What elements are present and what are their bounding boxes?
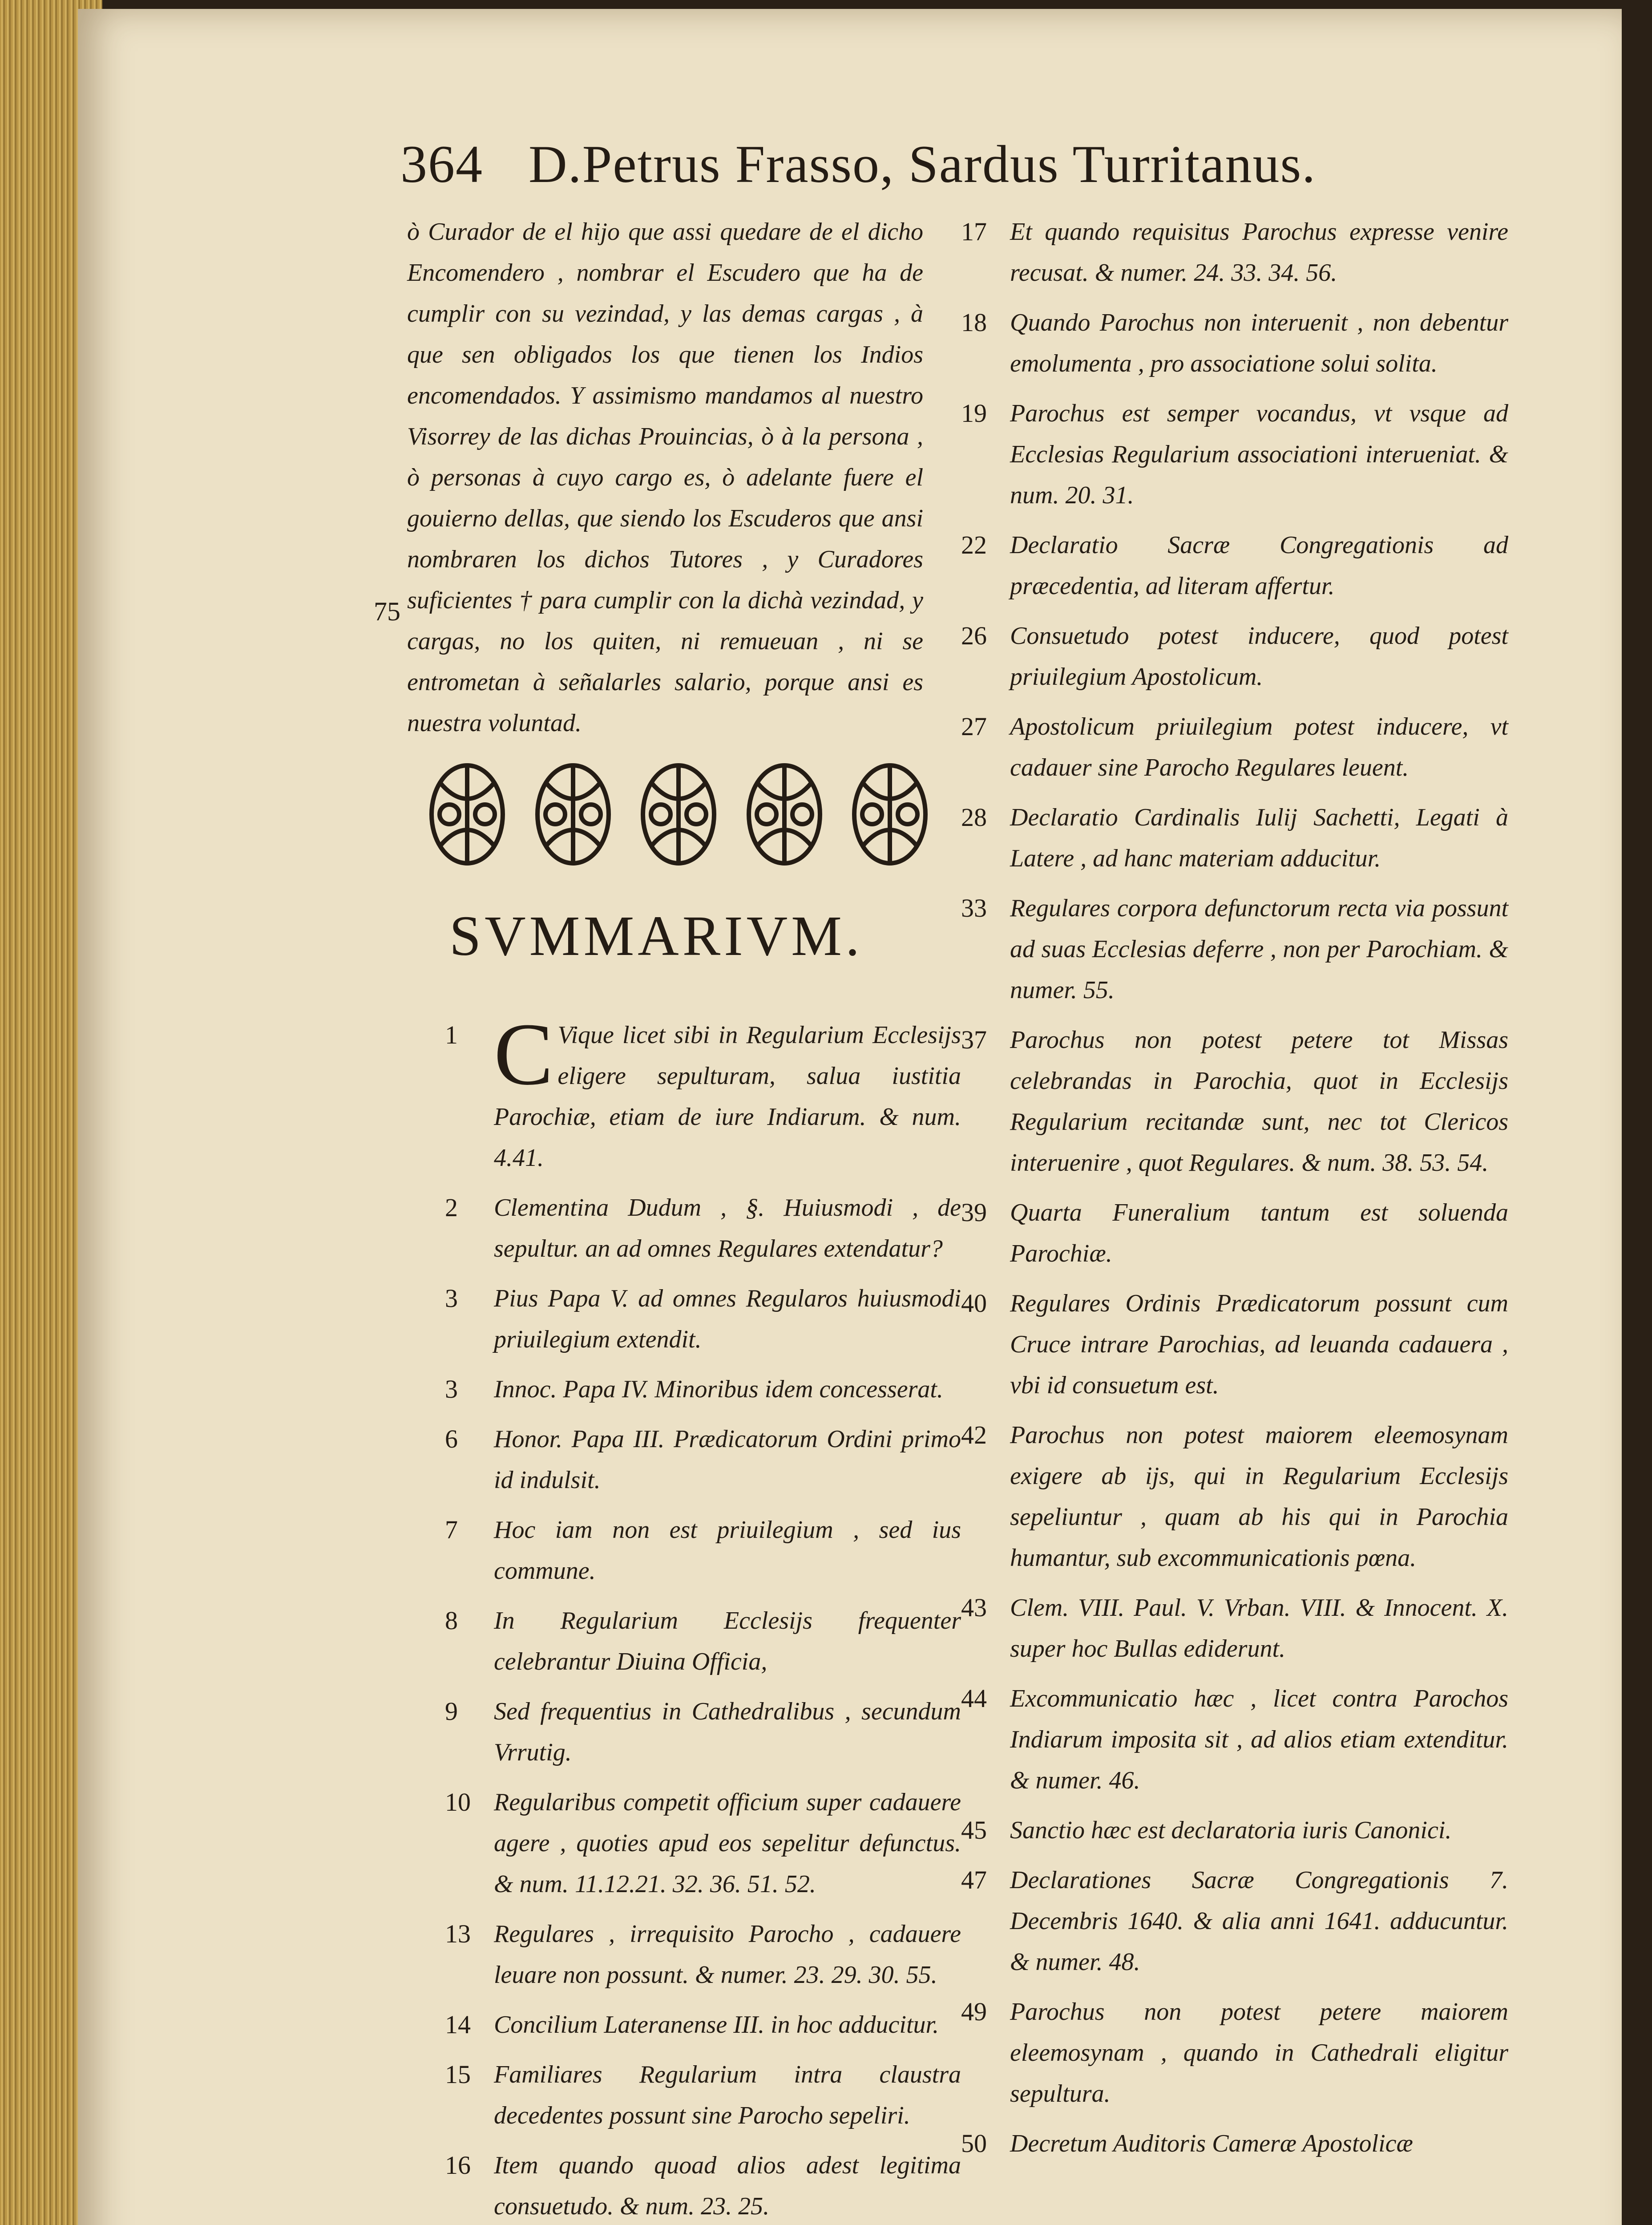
summary-entry xyxy=(961,1019,1508,1183)
summary-entry xyxy=(445,1005,961,1178)
ornament-icon xyxy=(634,756,723,872)
drop-capital: C xyxy=(494,1005,553,1104)
entry-body: Apostolicum priuilegium potest inducere, vt cadauer sine Parocho Regulares leuent. xyxy=(1010,713,1508,781)
entry-number: 19 xyxy=(961,399,987,428)
summary-entry xyxy=(961,211,1508,293)
summary-entry xyxy=(961,1283,1508,1406)
entry-number: 28 xyxy=(961,803,987,832)
entry-body: Concilium Lateranense III. in hoc adducitur. xyxy=(494,2011,939,2039)
entry-number: 6 xyxy=(445,1424,458,1453)
entry-text xyxy=(494,2145,961,2225)
summary-entry xyxy=(961,797,1508,879)
entry-number: 50 xyxy=(961,2129,987,2158)
running-title: D.Petrus Frasso, Sardus Turritanus. xyxy=(529,134,1317,194)
entry-text xyxy=(494,1187,961,1269)
entry-text xyxy=(494,1509,961,1591)
entry-text xyxy=(1010,1991,1508,2114)
summary-entry xyxy=(961,706,1508,788)
entry-body: Sanctio hæc est declaratoria iuris Canonici. xyxy=(1010,1816,1452,1844)
entry-number: 49 xyxy=(961,1997,987,2026)
entry-text xyxy=(1010,211,1508,293)
summary-entry xyxy=(961,1991,1508,2114)
summary-entry xyxy=(445,1419,961,1501)
entry-number: 16 xyxy=(445,2151,471,2180)
page-number: 364 xyxy=(400,134,483,194)
summary-entry xyxy=(445,1914,961,1995)
summary-entry xyxy=(445,1187,961,1269)
entry-number: 13 xyxy=(445,1919,471,1948)
entry-number: 18 xyxy=(961,308,987,337)
entry-number: 27 xyxy=(961,712,987,741)
summarium-heading: SVMMARIVM. xyxy=(449,904,863,967)
entry-body: Parochus non potest petere maiorem eleemosynam , quando in Cathedrali eligitur sepultura. xyxy=(1010,1998,1508,2108)
entry-number: 45 xyxy=(961,1816,987,1845)
entry-body: Vique licet sibi in Regularium Ecclesijs eligere sepulturam, salua iustitia Parochiæ, etiam de iure Indiarum. & num. 4.41. xyxy=(494,1021,961,1172)
summary-list-left xyxy=(445,1005,961,2225)
summary-entry xyxy=(445,2004,961,2045)
summary-entry xyxy=(445,1278,961,1360)
entry-body: Clem. VIII. Paul. V. Vrban. VIII. & Innocent. X. super hoc Bullas ediderunt. xyxy=(1010,1594,1508,1663)
summary-entry xyxy=(961,888,1508,1011)
entry-body: Quando Parochus non interuenit , non debentur emolumenta , pro associatione solui solita. xyxy=(1010,309,1508,377)
entry-body: Innoc. Papa IV. Minoribus idem concesserat. xyxy=(494,1375,943,1403)
entry-number: 17 xyxy=(961,217,987,246)
entry-number: 47 xyxy=(961,1865,987,1894)
entry-body: Parochus non potest petere tot Missas celebrandas in Parochia, quot in Ecclesijs Regularium recitandæ sunt, nec tot Clericos interuenire , quot Regulares. & num. 38. 53. 54. xyxy=(1010,1026,1508,1177)
entry-number: 3 xyxy=(445,1375,458,1404)
ornament-icon xyxy=(845,756,934,872)
ornament-band xyxy=(423,756,934,872)
entry-text xyxy=(1010,1587,1508,1669)
entry-number: 26 xyxy=(961,621,987,650)
entry-text xyxy=(1010,302,1508,384)
summary-entry xyxy=(961,1415,1508,1578)
entry-body: Regularibus competit officium super cadauere agere , quoties apud eos sepelitur defunctus. & num. 11.12.21. 32. 36. 51. 52. xyxy=(494,1788,961,1898)
summary-list-right xyxy=(961,211,1508,2173)
ornament-icon xyxy=(423,756,512,872)
entry-number: 7 xyxy=(445,1515,458,1544)
entry-number: 37 xyxy=(961,1025,987,1054)
entry-text xyxy=(1010,1415,1508,1578)
summary-entry xyxy=(961,1860,1508,1982)
entry-number: 22 xyxy=(961,530,987,559)
entry-number: 8 xyxy=(445,1606,458,1635)
summary-entry xyxy=(445,1369,961,1410)
summary-entry xyxy=(961,1810,1508,1851)
entry-number: 10 xyxy=(445,1788,471,1816)
entry-body: Item quando quoad alios adest legitima consuetudo. & num. 23. 25. xyxy=(494,2152,961,2220)
summary-entry xyxy=(961,2123,1508,2164)
entry-number: 9 xyxy=(445,1697,458,1726)
entry-body: Regulares , irrequisito Parocho , cadauere leuare non possunt. & numer. 23. 29. 30. 55. xyxy=(494,1920,961,1989)
entry-body: Quarta Funeralium tantum est soluenda Parochiæ. xyxy=(1010,1199,1508,1267)
entry-text xyxy=(494,2004,961,2045)
summary-entry xyxy=(445,1509,961,1591)
entry-text xyxy=(1010,525,1508,607)
ornament-icon xyxy=(529,756,618,872)
ornament-icon xyxy=(740,756,829,872)
entry-body: Decretum Auditoris Cameræ Apostolicæ xyxy=(1010,2130,1413,2157)
entry-number: 1 xyxy=(445,1020,458,1049)
left-column-text xyxy=(407,211,923,744)
entry-body: Consuetudo potest inducere, quod potest priuilegium Apostolicum. xyxy=(1010,622,1508,691)
entry-body: Declaratio Cardinalis Iulij Sachetti, Legati à Latere , ad hanc materiam adducitur. xyxy=(1010,804,1508,872)
entry-body: Honor. Papa III. Prædicatorum Ordini primo id indulsit. xyxy=(494,1425,961,1494)
summary-entry xyxy=(961,615,1508,697)
entry-body: Regulares Ordinis Prædicatorum possunt cum Cruce intrare Parochias, ad leuanda cadauera , vbi id consuetum est. xyxy=(1010,1290,1508,1399)
entry-text xyxy=(1010,797,1508,879)
entry-body: Excommunicatio hæc , licet contra Parochos Indiarum imposita sit , ad alios etiam extenditur. & numer. 46. xyxy=(1010,1685,1508,1794)
entry-number: 33 xyxy=(961,894,987,922)
entry-text xyxy=(1010,1019,1508,1183)
entry-body: Regulares corpora defunctorum recta via possunt ad suas Ecclesias deferre , non per Parochiam. & numer. 55. xyxy=(1010,894,1508,1004)
entry-body: Declaratio Sacræ Congregationis ad præcedentia, ad literam affertur. xyxy=(1010,531,1508,600)
summary-entry xyxy=(961,1678,1508,1801)
entry-text xyxy=(494,2054,961,2136)
entry-number: 3 xyxy=(445,1284,458,1313)
entry-body: Familiares Regularium intra claustra decedentes possunt sine Parocho sepeliri. xyxy=(494,2061,961,2129)
entry-body: Hoc iam non est priuilegium , sed ius commune. xyxy=(494,1516,961,1585)
entry-text xyxy=(1010,1860,1508,1982)
entry-body: Clementina Dudum , §. Huiusmodi , de sepultur. an ad omnes Regulares extendatur? xyxy=(494,1194,961,1262)
page-header xyxy=(400,134,1316,195)
entry-body: Et quando requisitus Parochus expresse venire recusat. & numer. 24. 33. 34. 56. xyxy=(1010,218,1508,287)
entry-number: 2 xyxy=(445,1193,458,1222)
summary-entry xyxy=(961,1192,1508,1274)
summary-entry xyxy=(961,393,1508,516)
margin-number: 75 xyxy=(374,597,400,626)
entry-body: Parochus est semper vocandus, vt vsque ad Ecclesias Regularium associationi interueniat. & num. 20. 31. xyxy=(1010,400,1508,509)
summary-entry xyxy=(961,302,1508,384)
summary-entry xyxy=(445,1600,961,1682)
entry-text xyxy=(494,1278,961,1360)
entry-text xyxy=(1010,1283,1508,1406)
entry-text xyxy=(1010,706,1508,788)
entry-text xyxy=(1010,2123,1508,2164)
entry-text xyxy=(1010,393,1508,516)
entry-number: 40 xyxy=(961,1289,987,1318)
entry-body: Declarationes Sacræ Congregationis 7. Decembris 1640. & alia anni 1641. adducuntur. & numer. 48. xyxy=(1010,1866,1508,1976)
summary-entry xyxy=(445,1782,961,1905)
entry-body: Sed frequentius in Cathedralibus , secundum Vrrutig. xyxy=(494,1698,961,1766)
summary-entry xyxy=(445,2054,961,2136)
summary-entry xyxy=(961,1587,1508,1669)
entry-text xyxy=(1010,1810,1508,1851)
entry-text xyxy=(494,1914,961,1995)
entry-number: 42 xyxy=(961,1420,987,1449)
entry-text xyxy=(494,1600,961,1682)
entry-text xyxy=(1010,615,1508,697)
summary-entry xyxy=(445,1691,961,1773)
entry-text xyxy=(494,1691,961,1773)
entry-text xyxy=(494,1369,961,1410)
entry-text xyxy=(1010,1678,1508,1801)
entry-number: 15 xyxy=(445,2060,471,2089)
summary-entry xyxy=(961,525,1508,607)
entry-body: In Regularium Ecclesijs frequenter celebrantur Diuina Officia, xyxy=(494,1607,961,1675)
entry-body: Parochus non potest maiorem eleemosynam exigere ab ijs, qui in Regularium Ecclesijs sepeliuntur , quam ab his qui in Parochia humantur, sub excommunicationis pœna. xyxy=(1010,1421,1508,1572)
entry-number: 39 xyxy=(961,1198,987,1227)
entry-text xyxy=(494,1005,961,1178)
entry-body: Pius Papa V. ad omnes Regularos huiusmodi priuilegium extendit. xyxy=(494,1285,961,1353)
entry-number: 44 xyxy=(961,1684,987,1713)
entry-text xyxy=(494,1419,961,1501)
entry-text xyxy=(1010,888,1508,1011)
left-paragraph: ò Curador de el hijo que assi quedare de el dicho Encomendero , nombrar el Escudero que ha de cumplir con su vezindad, y las demas cargas , à que sen obligados los que tienen los Indios encomendados. Y assimismo mandamos al nuestro Visorrey de las dichas Prouincias, ò à la persona , ò personas à cuyo cargo es, ò adelante fuere el gouierno dellas, que siendo los Escuderos que ansi nombraren los dichos Tutores , y Curadores suficientes † para cumplir con la dichà vezindad, y cargas, no los quiten, ni remueuan , ni se entrometan à señalarles salario, porque ansi es nuestra voluntad. xyxy=(407,218,923,737)
entry-number: 14 xyxy=(445,2010,471,2039)
entry-text xyxy=(1010,1192,1508,1274)
entry-number: 43 xyxy=(961,1593,987,1622)
summary-entry xyxy=(445,2145,961,2225)
entry-text xyxy=(494,1782,961,1905)
